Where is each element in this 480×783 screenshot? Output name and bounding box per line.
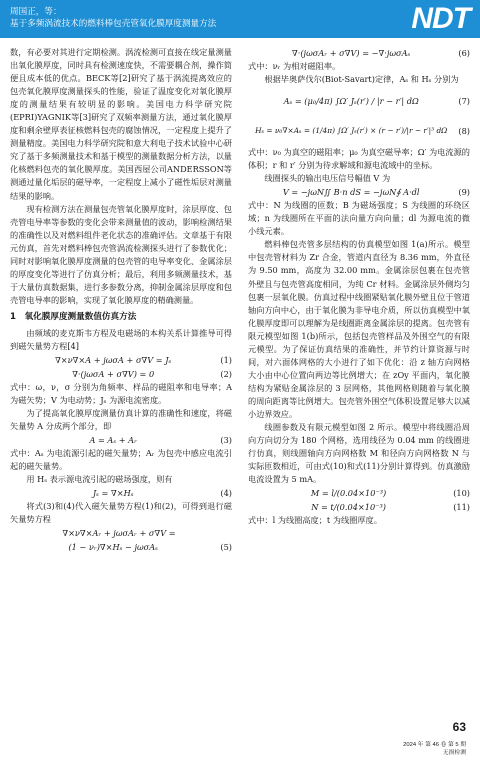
equation-number: (7) bbox=[458, 96, 470, 107]
equation-body: (1 − νᵣ)∇×Hₛ − jωσAₛ bbox=[68, 542, 158, 553]
equation-7 bbox=[248, 86, 470, 116]
paragraph: 式中：l 为线圈高度；t 为线圈厚度。 bbox=[248, 515, 382, 526]
equation-number: (2) bbox=[220, 369, 232, 380]
paragraph: 用 Hₛ 表示源电流引起的磁场强度，则有 bbox=[26, 474, 173, 485]
equation-10 bbox=[248, 486, 470, 500]
issue-info: 2024 年 第 46 卷 第 5 期 bbox=[403, 742, 466, 748]
journal-name: 无损检测 bbox=[442, 750, 466, 756]
equation-3 bbox=[10, 433, 232, 447]
equation-number: (11) bbox=[453, 502, 470, 513]
paragraph: 线圈探头的输出电压信号幅值 V 为 bbox=[264, 173, 391, 184]
equation-body: Aₛ = (μ₀/4π) ∫Ω′ Jₛ(r′) / |r − r′| dΩ bbox=[283, 96, 419, 107]
equation-body: ∇·(jωσAᵣ + σ∇V) = −∇·jωσAₛ bbox=[292, 48, 411, 58]
paragraph: 式中：ω，ν，σ 分别为角频率、样品的磁阻率和电导率；A 为磁矢势；V 为电动势；Jₛ 为源电流密度。 bbox=[10, 382, 232, 406]
equation-body: V = −jωN∬ B·n dS = −jωN∮ A·dl bbox=[282, 187, 420, 198]
equation-body: A = Aₛ + Aᵣ bbox=[89, 435, 137, 446]
paragraph: 式中：νᵣ 为相对磁阻率。 bbox=[248, 61, 341, 71]
page-number: 63 bbox=[452, 720, 466, 734]
equation-number: (8) bbox=[458, 126, 470, 137]
paragraph: 为了提高氧化膜厚度测量仿真计算的准确性和速度，将磁矢量势 A 分成两个部分，即 bbox=[10, 408, 232, 432]
header-authors: 周国正，等： bbox=[10, 6, 62, 16]
equation-number: (6) bbox=[458, 48, 470, 58]
logo-text: NDT bbox=[411, 2, 470, 35]
equation-5-line-1 bbox=[10, 526, 232, 540]
equation-8 bbox=[248, 116, 470, 146]
equation-number: (4) bbox=[220, 488, 232, 499]
equation-body: Hₛ = ν₀∇×Aₛ = (1/4π) ∫Ω′ Jₛ(r′) × (r − r′)/|r − r′|³ dΩ bbox=[255, 126, 448, 136]
equation-number: (10) bbox=[453, 488, 470, 499]
paragraph: 根据毕奥萨伐尔(Biot-Savart)定律，Aₛ 和 Hₛ 分别为 bbox=[264, 74, 459, 85]
paragraph: 数，有必要对其进行定期检测。涡流检测可直接在线定量测量出氧化膜厚度，同时具有检测速度快，不需要耦合剂，操作简便且成本低的优点。BECK等[2]研究了基于涡流提离效应的包壳氧化膜厚度测量探头的性能，验证了温度变化对氧化膜厚度的测量结果有较明显的影响。美国电力科学研究院(EPRI)YAGNIK等[3]研究了双频率测量方法，通过氧化膜厚度和剩余壁厚表征核燃料包壳的腐蚀情况，一定程度上提升了测量精度。美国电力科学研究院和意大利电子技术试验中心研究了基于多频测量技术和基于模型的测量数据分析方法，以量化核燃料包壳的氧化膜厚度。美国西屋公司ANDERSSON等测通过量化垢层的磁导率，一定程度上减小了磁性垢层对测量结果的影响。 bbox=[10, 47, 232, 201]
paragraph: 由频域的麦克斯韦方程及电磁场的本构关系计算推导可得到磁矢量势方程[4] bbox=[10, 327, 232, 351]
left-column bbox=[10, 46, 232, 554]
equation-2 bbox=[10, 367, 232, 381]
equation-number: (3) bbox=[220, 435, 232, 446]
right-column bbox=[248, 46, 470, 527]
header-article-title: 基于多频涡流技术的燃料棒包壳管氧化膜厚度测量方法 bbox=[10, 18, 217, 28]
journal-logo bbox=[406, 2, 470, 36]
equation-body: M = l/(0.04×10⁻³) bbox=[310, 488, 387, 499]
header-text bbox=[10, 5, 216, 29]
equation-number: (1) bbox=[220, 355, 232, 366]
paragraph: 将式(3)和(4)代入磁矢量势方程(1)和(2)，可得到退行磁矢量势方程 bbox=[10, 501, 232, 525]
journal-header bbox=[0, 0, 480, 38]
equation-9 bbox=[248, 185, 470, 199]
equation-5-line-2 bbox=[10, 540, 232, 554]
equation-11 bbox=[248, 500, 470, 514]
paragraph: 线圈参数及有限元模型如图 2 所示。模型中将线圈沿周向方向切分为 180 个网格，选用线径为 0.04 mm 的线圈进行仿真，则线圈轴向方向网格数 M 和径向方向网格数 N 与实际匝数相近，可由式(10)和式(11)分别计算得到。仿真激励电流设置为 5 mA。 bbox=[248, 422, 470, 485]
equation-body: ∇·(jωσA + σ∇V) = 0 bbox=[72, 369, 155, 380]
equation-number: (5) bbox=[220, 542, 232, 553]
equation-body: N = t/(0.04×10⁻³) bbox=[311, 502, 386, 513]
equation-body: ∇×ν∇×Aᵣ + jωσAᵣ + σ∇V = bbox=[62, 528, 176, 539]
equation-body: Jₛ = ∇×Hₛ bbox=[92, 488, 134, 499]
paragraph: 式中：ν₀ 为真空的磁阻率；μ₀ 为真空磁导率；Ω′ 为电流源的体积；r 和 r′ 分别为待求解域和源电流域中的坐标。 bbox=[248, 147, 470, 171]
equation-number: (9) bbox=[458, 187, 470, 198]
paragraph: 现有检测方法在测量包壳管氧化膜厚度时，涂层厚度、包壳管电导率等参数的变化会带来测量值的波动，影响检测结果的准确性以及对燃料组件老化状态的准确评估。文章基于有限元仿真，首先对燃料棒包壳管涡流检测探头进行了参数优化；同时对影响氧化膜厚度测量的包壳管的电导率变化、金属涂层的厚度变化等进行了仿真分析；最后，利用多频测量技术，基于大量仿真数据集，进行多参数分离，抑制金属涂层厚度和包壳管电导率的影响，实现了氧化膜厚度的精确测量。 bbox=[10, 203, 232, 305]
paragraph: 式中：N 为线圈的匝数；B 为磁场强度；S 为线圈的环绕区域；n 为线圈所在平面的法向量方向向量；dl 为源电流的微小线元素。 bbox=[248, 200, 470, 237]
footer-info bbox=[403, 741, 466, 757]
equation-1 bbox=[10, 353, 232, 367]
section-heading: 1 氧化膜厚度测量数值仿真方法 bbox=[10, 311, 137, 322]
equation-4 bbox=[10, 486, 232, 500]
equation-body: ∇×ν∇×A + jωσA + σ∇V = Jₛ bbox=[55, 355, 172, 366]
paragraph: 式中：Aₛ 为电流源引起的磁矢量势；Aᵣ 为包壳中感应电流引起的磁矢量势。 bbox=[10, 448, 232, 472]
paragraph: 燃料棒包壳管多层结构的仿真模型如图 1(a)所示。模型中包壳管材料为 Zr 合金，管道内直径为 8.36 mm，外直径为 9.50 mm，高度为 32.00 mm。金属涂层包裹在包壳管外壁且与包壳管高度相同，为纯 Cr 材料。金属涂层外侧均匀包裹一层氧化膜。仿真过程中线圈紧贴氧化膜外壁且位于管道轴向方向中心，由于氧化膜为非导电介质，所以仿真模型中氧化膜厚度即可以理解为是线圈距离金属涂层的提离。包壳管有限元模型如图 1(b)所示，包括包壳管样品及外围空气的有限元模型。为了保证仿真结果的准确性，并节约计算资源与时间，对六面体网格的大小进行了如下优化：沿 z 轴方向网格大小由中心位置向两边等比例增大；在 zOy 平面内，氧化膜结构为紧贴金属涂层的 3 层网格，其他网格则随着与氧化膜的周向距离等比例增大。包壳管外围空气体积设置足够大以减小边界效应。 bbox=[248, 239, 470, 419]
equation-6 bbox=[248, 46, 470, 60]
